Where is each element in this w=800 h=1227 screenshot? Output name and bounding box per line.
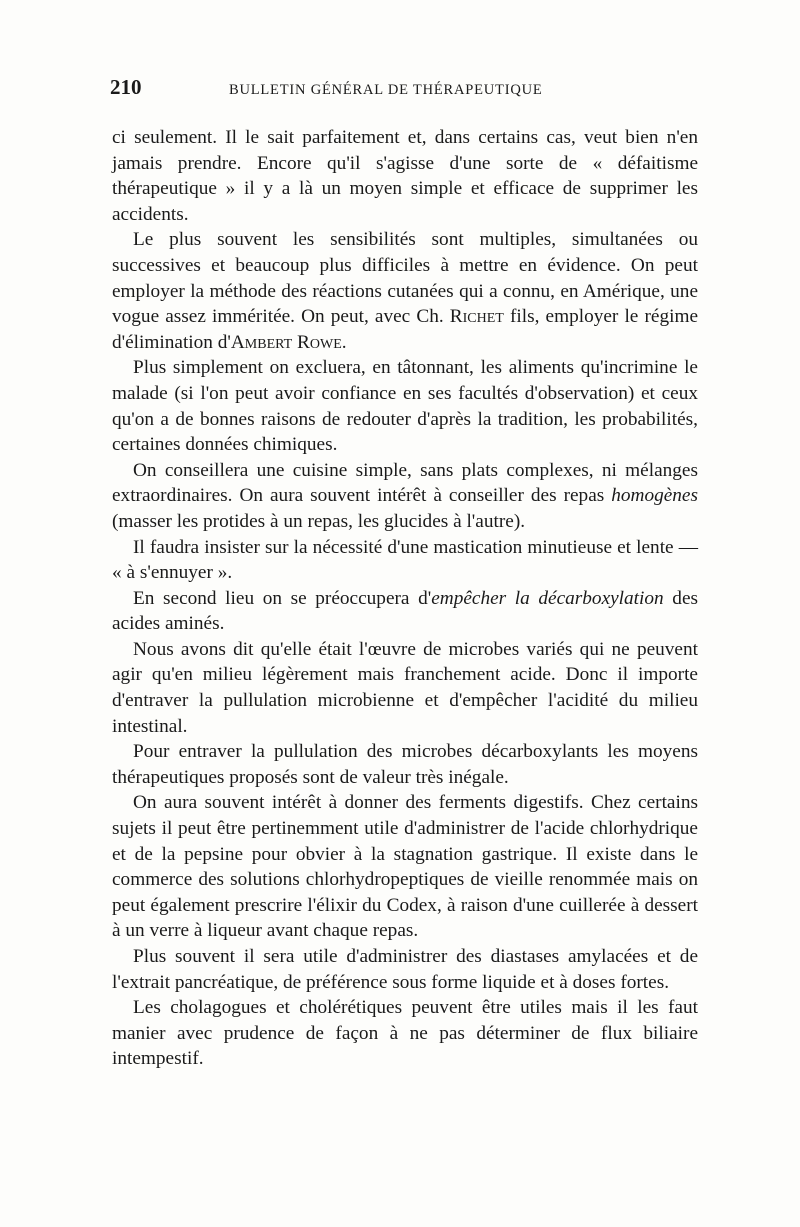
- running-title: BULLETIN GÉNÉRAL DE THÉRAPEUTIQUE: [229, 82, 543, 98]
- paragraph-2-text: Le plus souvent les sensibilités sont multiples, simultanées ou successives et beaucoup plus difficiles à mettre en évidence. On peut employer la méthode des réactions cutanées qui a connu, en Amérique, une vogue assez imméritée. On peut, avec Ch.: [112, 229, 698, 328]
- paragraph-6-a: En second lieu on se préoccupera d': [133, 587, 432, 609]
- paragraph-8: Pour entraver la pullulation des microbes décarboxylants les moyens thérapeutiques proposés sont de valeur très inégale.: [112, 741, 698, 788]
- page-header: [110, 75, 700, 105]
- page-number: 210: [110, 75, 142, 99]
- paragraph-1: ci seulement. Il le sait parfaitement et, dans certains cas, veut bien n'en jamais prendre. Encore qu'il s'agisse d'une sorte de « défaitisme thérapeutique » il y a là un moyen simple et efficace de supprimer les accidents.: [112, 127, 698, 225]
- author-name-richet: Richet: [449, 306, 504, 328]
- paragraph-4: [112, 458, 698, 535]
- body-text: [112, 125, 698, 1072]
- paragraph-10: Plus souvent il sera utile d'administrer des diastases amylacées et de l'extrait pancréatique, de préférence sous forme liquide et à doses fortes.: [112, 946, 698, 993]
- paragraph-6-b: des acides aminés.: [112, 587, 699, 635]
- paragraph-6: [112, 586, 698, 637]
- paragraph-9: On aura souvent intérêt à donner des ferments digestifs. Chez certains sujets il peut être pertinemment utile d'administrer de l'acide chlorhydrique et de la pepsine pour obvier à la stagnation gastrique. Il existe dans le commerce des solutions chlorhydropeptiques de vieille renommée mais on peut également prescrire l'élixir du Codex, à raison d'une cuillerée à dessert à un verre à liqueur avant chaque repas.: [112, 792, 698, 942]
- paragraph-2-mid: fils, employer le régime d'élimination d': [112, 306, 698, 353]
- emphasis-decarboxylation: empêcher la décarboxylation: [431, 587, 664, 609]
- paragraph-5: Il faudra insister sur la nécessité d'une mastication minutieuse et lente — « à s'ennuyer ».: [112, 536, 698, 584]
- paragraph-7: Nous avons dit qu'elle était l'œuvre de microbes variés qui ne peuvent agir qu'en milieu légèrement mais franchement acide. Donc il importe d'entraver la pullulation microbienne et d'empêcher l'acidité du milieu intestinal.: [112, 638, 698, 737]
- paragraph-4-a: On conseillera une cuisine simple, sans plats complexes, ni mélanges extraordinaires. On aura souvent intérêt à conseiller des repas: [112, 459, 698, 507]
- author-name-ambert-rowe: Ambert Rowe: [230, 331, 342, 353]
- emphasis-homogenes: homogènes: [611, 485, 698, 507]
- paragraph-11: Les cholagogues et cholérétiques peuvent être utiles mais il les faut manier avec prudence de façon à ne pas déterminer de flux biliaire intempestif.: [112, 997, 698, 1070]
- paragraph-3: Plus simplement on excluera, en tâtonnant, les aliments qu'incrimine le malade (si l'on peut avoir confiance en ses facultés d'observation) et ceux qu'on a de bonnes raisons de redouter d'après la tradition, les probabilités, certaines données chimiques.: [112, 357, 698, 456]
- paragraph-2: [112, 227, 698, 355]
- paragraph-4-b: (masser les protides à un repas, les glucides à l'autre).: [112, 510, 526, 532]
- paragraph-2-end: .: [341, 331, 347, 353]
